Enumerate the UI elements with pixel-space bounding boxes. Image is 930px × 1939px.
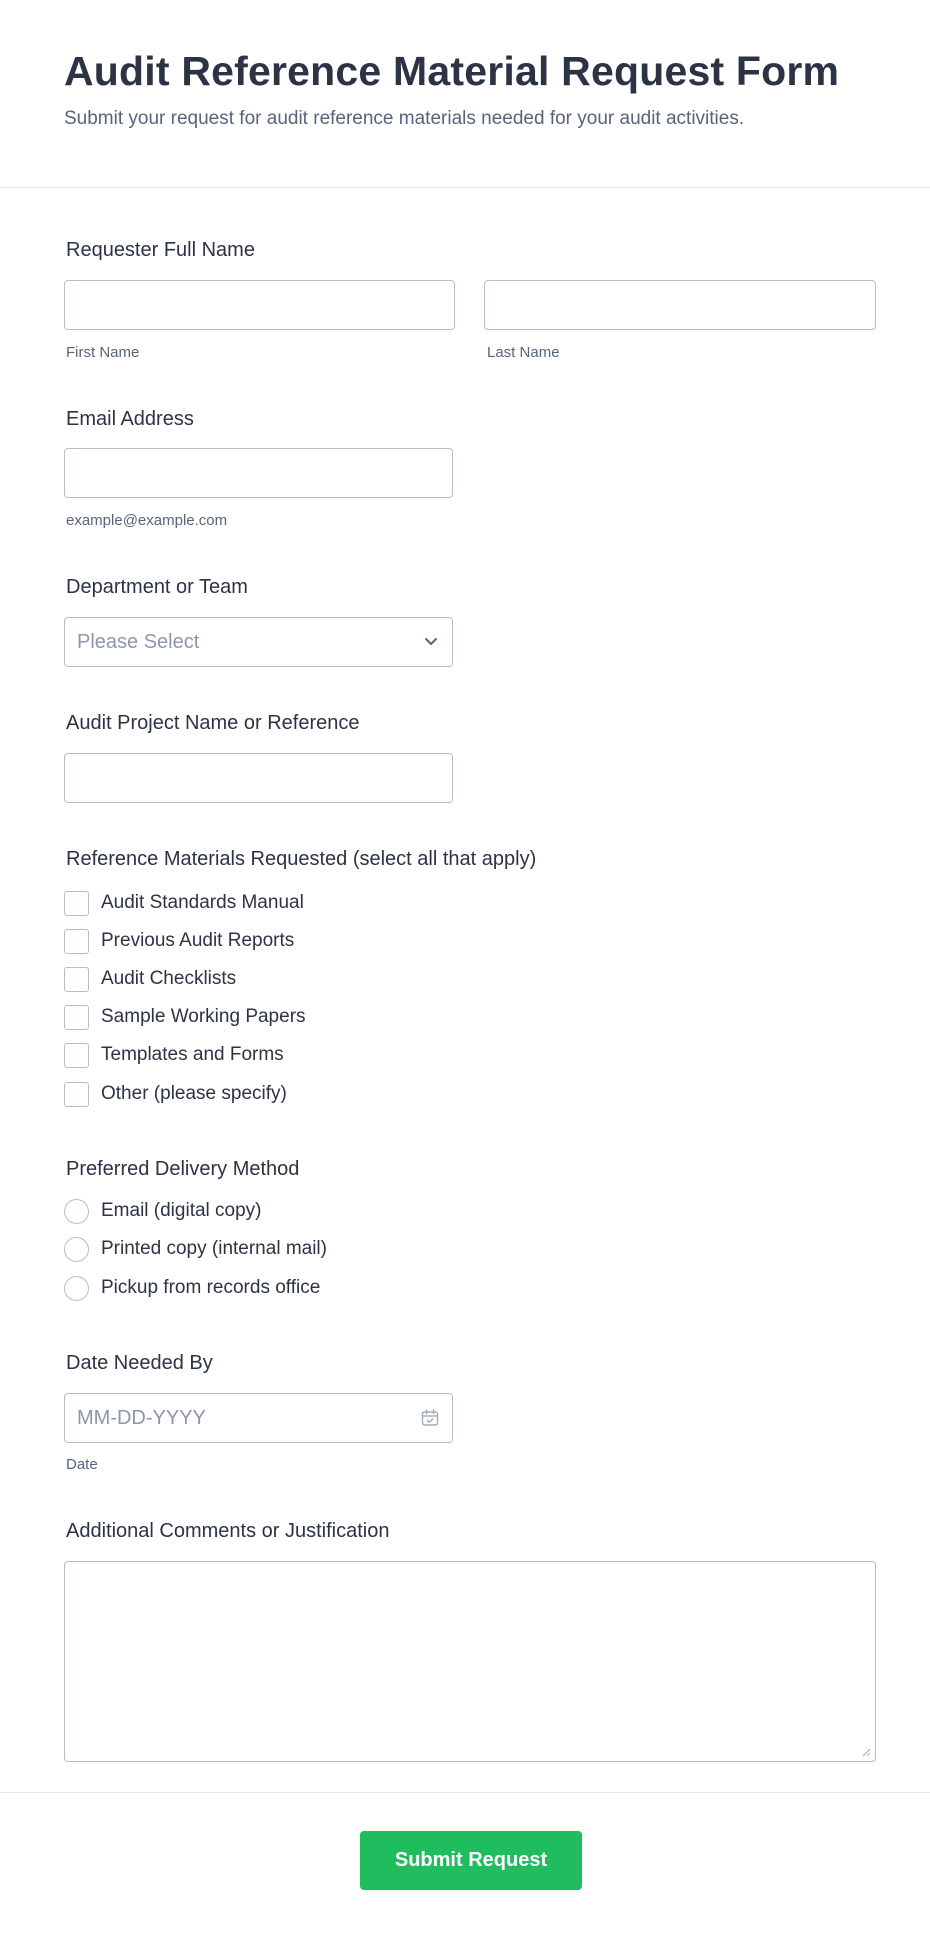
date-sublabel: Date <box>66 1456 98 1473</box>
date-placeholder: MM-DD-YYYY <box>77 1407 206 1429</box>
radio-button[interactable] <box>64 1276 89 1301</box>
department-placeholder: Please Select <box>77 631 200 653</box>
option-label: Audit Standards Manual <box>101 892 304 913</box>
chevron-down-icon <box>422 632 440 650</box>
project-label: Audit Project Name or Reference <box>66 712 360 734</box>
first-name-input[interactable] <box>64 280 455 330</box>
option-label: Pickup from records office <box>101 1277 321 1298</box>
comments-label: Additional Comments or Justification <box>66 1520 390 1542</box>
department-label: Department or Team <box>66 576 248 598</box>
option-label: Sample Working Papers <box>101 1006 306 1027</box>
radio-button[interactable] <box>64 1199 89 1224</box>
email-input[interactable] <box>64 448 453 498</box>
email-label: Email Address <box>66 408 194 430</box>
comments-textarea[interactable] <box>64 1561 876 1762</box>
full-name-label: Requester Full Name <box>66 239 255 261</box>
form-subtitle: Submit your request for audit reference materials needed for your audit activities. <box>64 108 745 129</box>
submit-button[interactable]: Submit Request <box>360 1831 582 1890</box>
option-label: Email (digital copy) <box>101 1200 262 1221</box>
checkbox[interactable] <box>64 1043 89 1068</box>
option-label: Printed copy (internal mail) <box>101 1238 327 1259</box>
delivery-label: Preferred Delivery Method <box>66 1158 300 1180</box>
department-select[interactable] <box>64 617 453 667</box>
form-header <box>0 0 930 188</box>
option-label: Audit Checklists <box>101 968 237 989</box>
email-sublabel: example@example.com <box>66 512 228 529</box>
last-name-sublabel: Last Name <box>487 344 560 361</box>
project-input[interactable] <box>64 753 453 803</box>
materials-label: Reference Materials Requested (select all that apply) <box>66 848 537 870</box>
checkbox[interactable] <box>64 967 89 992</box>
checkbox[interactable] <box>64 1082 89 1107</box>
option-label: Previous Audit Reports <box>101 930 295 951</box>
option-label: Other (please specify) <box>101 1083 287 1104</box>
form-footer <box>0 1792 930 1939</box>
calendar-icon[interactable] <box>420 1408 440 1428</box>
last-name-input[interactable] <box>484 280 876 330</box>
option-label: Templates and Forms <box>101 1044 284 1065</box>
checkbox[interactable] <box>64 1005 89 1030</box>
resize-handle-icon[interactable] <box>861 1747 871 1757</box>
form-title: Audit Reference Material Request Form <box>64 48 840 94</box>
date-input[interactable] <box>64 1393 453 1443</box>
radio-button[interactable] <box>64 1237 89 1262</box>
checkbox[interactable] <box>64 891 89 916</box>
date-label: Date Needed By <box>66 1352 213 1374</box>
checkbox[interactable] <box>64 929 89 954</box>
first-name-sublabel: First Name <box>66 344 140 361</box>
